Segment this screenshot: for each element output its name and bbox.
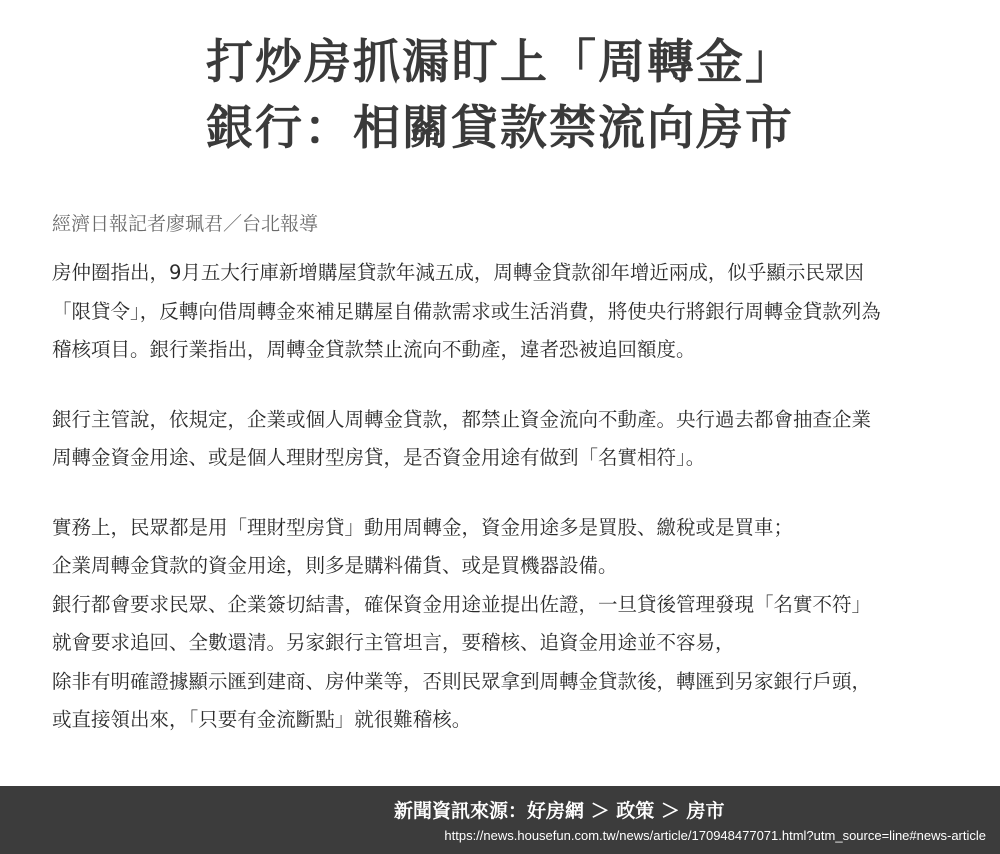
paragraph-line: 房仲圈指出，9月五大行庫新增購屋貸款年減五成，周轉金貸款卻年增近兩成，似乎顯示民眾因 (52, 261, 864, 284)
news-source-label: 新聞資訊來源：好房網 ＞ 政策 ＞ 房市 (394, 800, 725, 822)
byline: 經濟日報記者廖珮君／台北報導 (52, 213, 319, 235)
paragraph-1 (52, 254, 972, 370)
paragraph-3 (52, 509, 972, 740)
paragraph-line: 周轉金資金用途、或是個人理財型房貸，是否資金用途有做到「名實相符」。 (52, 446, 706, 469)
paragraph-2 (52, 401, 972, 478)
paragraph-line: 實務上，民眾都是用「理財型房貸」動用周轉金，資金用途多是買股、繳稅或是買車； (52, 515, 794, 539)
paragraph-line: 稽核項目。銀行業指出，周轉金貸款禁止流向不動產，違者恐被追回額度。 (52, 338, 696, 361)
paragraph-line: 銀行主管說，依規定，企業或個人周轉金貸款，都禁止資金流向不動產。央行過去都會抽查企業 (52, 407, 872, 431)
paragraph-line: 就會要求追回、全數還清。另家銀行主管坦言，要稽核、追資金用途並不容易， (52, 631, 735, 654)
paragraph-line: 「限貸令」，反轉向借周轉金來補足購屋自備款需求或生活消費，將使央行將銀行周轉金貸款列為 (52, 299, 881, 323)
headline-line-1: 打炒房抓漏盯上「周轉金」 (206, 35, 794, 90)
paragraph-line: 企業周轉金貸款的資金用途，則多是購料備貨、或是買機器設備。 (52, 554, 618, 577)
article-body (52, 254, 972, 771)
paragraph-line: 除非有明確證據顯示匯到建商、房仲業等，否則民眾拿到周轉金貸款後，轉匯到另家銀行戶頭， (52, 669, 872, 693)
headline-line-2: 銀行：相關貸款禁流向房市 (206, 101, 794, 156)
source-footer (0, 786, 1000, 854)
paragraph-line: 或直接領出來，「只要有金流斷點」就很難稽核。 (52, 708, 472, 731)
article-headline (0, 30, 1000, 162)
source-url: https://news.housefun.com.tw/news/article/170948477071.html?utm_source=line#news-article (444, 828, 986, 843)
paragraph-line: 銀行都會要求民眾、企業簽切結書，確保資金用途並提出佐證，一旦貸後管理發現「名實不符」 (52, 592, 872, 616)
